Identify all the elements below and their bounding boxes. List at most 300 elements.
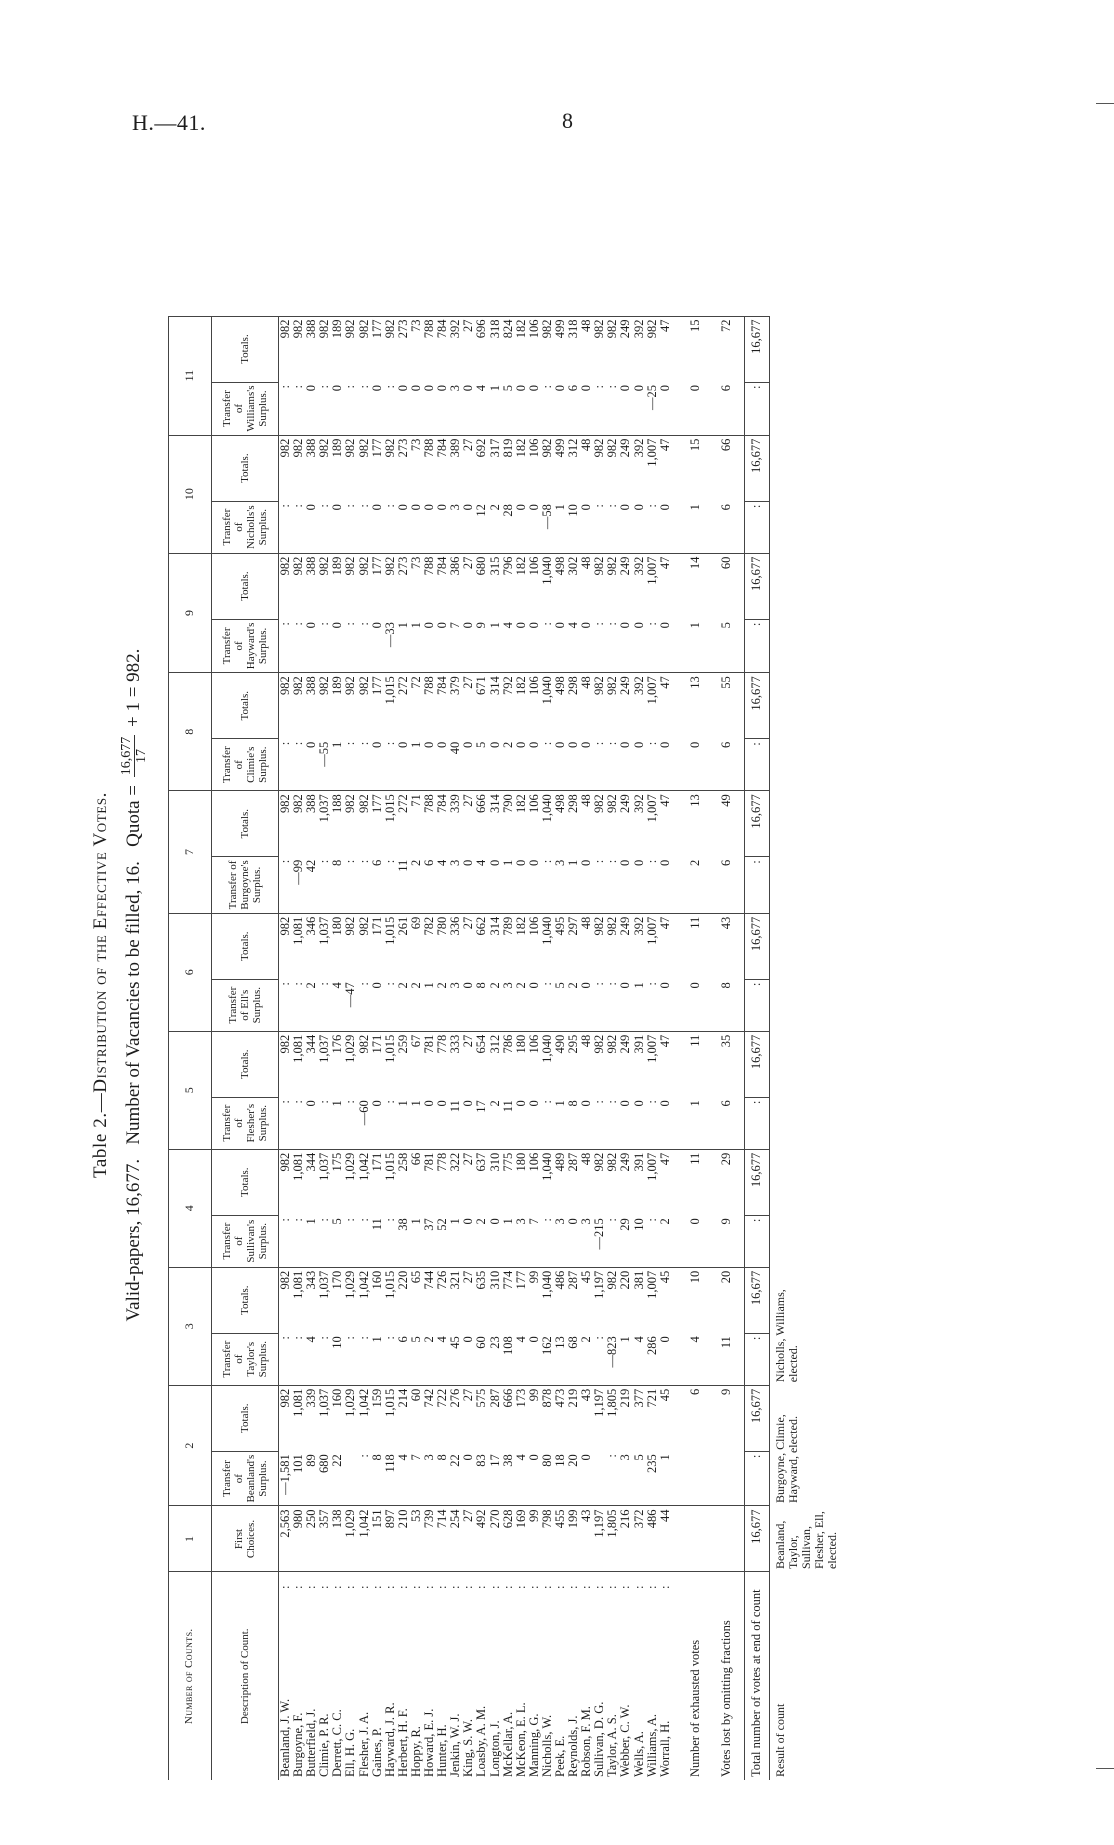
transfer-votes: 0 bbox=[435, 622, 450, 629]
leader-dots: : bbox=[318, 1572, 331, 1592]
transfer-votes: : bbox=[343, 1336, 358, 1340]
candidate-row bbox=[489, 316, 502, 1780]
votes-lost-total: 35 bbox=[710, 1031, 745, 1097]
total-votes: 249 bbox=[619, 435, 632, 501]
total-votes: 177 bbox=[371, 316, 384, 382]
candidate-name: Worrall, H. bbox=[657, 1720, 672, 1777]
transfer-votes: 1 bbox=[330, 1100, 345, 1107]
total-votes: 249 bbox=[619, 913, 632, 979]
candidate-row bbox=[384, 316, 397, 1780]
transfer-votes: 162 bbox=[539, 1336, 554, 1355]
transfer-votes: 0 bbox=[330, 504, 345, 511]
total-votes: 220 bbox=[619, 1267, 632, 1333]
votes-lost-total: 9 bbox=[710, 1385, 745, 1451]
transfer-votes: 37 bbox=[422, 1218, 437, 1231]
votes-lost-total: 20 bbox=[710, 1267, 745, 1333]
candidate-name: Peek, E. bbox=[552, 1735, 567, 1777]
transfer-votes: : bbox=[356, 622, 371, 626]
total-votes: 177 bbox=[371, 791, 384, 857]
transfer-votes: : bbox=[605, 859, 620, 864]
total-votes: 171 bbox=[371, 1149, 384, 1215]
total-votes: 27 bbox=[462, 791, 475, 857]
total-votes: 982 bbox=[384, 435, 397, 501]
transfer-votes: 0 bbox=[395, 385, 410, 392]
transfer-votes: 0 bbox=[657, 741, 672, 748]
transfer-votes: 1 bbox=[657, 1454, 672, 1461]
transfer-votes: 17 bbox=[487, 1454, 502, 1467]
total-end-of-count: 16,677 bbox=[744, 791, 769, 857]
transfer-votes: 0 bbox=[631, 385, 646, 392]
spacer bbox=[672, 1506, 682, 1572]
votes-lost-transfer: 11 bbox=[710, 1333, 745, 1385]
transfer-votes: 0 bbox=[657, 385, 672, 392]
total-votes: 182 bbox=[515, 435, 528, 501]
total-votes: 298 bbox=[567, 791, 580, 857]
total-votes: 27 bbox=[462, 1031, 475, 1097]
total-votes: 48 bbox=[580, 673, 593, 739]
total-votes: 177 bbox=[371, 435, 384, 501]
candidate-name: McKeon, E. L. bbox=[513, 1702, 528, 1777]
total-votes: 182 bbox=[515, 316, 528, 382]
total-votes: 982 bbox=[344, 913, 357, 979]
votes-lost-transfer: 6 bbox=[710, 501, 745, 553]
total-votes: 982 bbox=[279, 1149, 293, 1215]
total-votes: 982 bbox=[606, 1031, 619, 1097]
transfer-votes: : bbox=[539, 1218, 554, 1222]
transfer-votes: 2 bbox=[408, 982, 423, 989]
total-votes: 819 bbox=[502, 435, 515, 501]
total-votes: 982 bbox=[279, 1031, 293, 1097]
totals-header: Totals. bbox=[212, 791, 279, 857]
transfer-header: Transfer of Burgoyne's Surplus. bbox=[212, 857, 279, 913]
transfer-votes: 0 bbox=[618, 982, 633, 989]
total-votes: 392 bbox=[633, 553, 646, 619]
total-transfer: : bbox=[744, 739, 769, 791]
transfer-votes: 0 bbox=[395, 741, 410, 748]
spacer bbox=[672, 1572, 682, 1780]
rotated-table-sheet bbox=[90, 90, 970, 1780]
count-number: 7 bbox=[169, 791, 212, 913]
column-heading-row bbox=[212, 316, 279, 1780]
total-votes: 261 bbox=[397, 913, 410, 979]
transfer-votes: : bbox=[539, 859, 554, 864]
transfer-votes: 2 bbox=[395, 982, 410, 989]
total-votes: 249 bbox=[619, 1149, 632, 1215]
votes-table bbox=[168, 316, 839, 1780]
first-choice-votes: 372 bbox=[633, 1506, 646, 1572]
transfer-votes: 7 bbox=[526, 1218, 541, 1225]
leader-dots: : bbox=[606, 1572, 619, 1592]
transfer-votes: : bbox=[278, 1336, 292, 1340]
transfer-votes: : bbox=[291, 504, 306, 508]
transfer-votes: : bbox=[356, 982, 371, 986]
transfer-votes: : bbox=[644, 982, 659, 986]
transfer-votes: 6 bbox=[422, 859, 437, 866]
leader-dots: : bbox=[475, 1572, 488, 1592]
candidate-row bbox=[358, 316, 371, 1780]
candidate-row bbox=[633, 316, 646, 1780]
total-votes: 1,015 bbox=[384, 1031, 397, 1097]
total-end-of-count: 16,677 bbox=[744, 316, 769, 382]
total-votes: 796 bbox=[502, 553, 515, 619]
total-votes: 499 bbox=[554, 316, 567, 382]
transfer-votes: 0 bbox=[526, 1100, 541, 1107]
candidate-name: Gaines, P. bbox=[369, 1727, 384, 1777]
transfer-votes: 22 bbox=[330, 1454, 345, 1467]
candidate-row bbox=[528, 316, 541, 1780]
total-votes: 982 bbox=[593, 913, 606, 979]
total-votes: 1,197 bbox=[593, 1385, 606, 1451]
first-choice-votes: 44 bbox=[659, 1506, 672, 1572]
total-votes: 1,040 bbox=[541, 791, 554, 857]
transfer-votes: 0 bbox=[461, 1218, 476, 1225]
candidate-name: McKellar, A. bbox=[500, 1711, 515, 1777]
candidate-row bbox=[515, 316, 528, 1780]
transfer-votes: 3 bbox=[422, 1454, 437, 1461]
total-votes: 392 bbox=[633, 913, 646, 979]
transfer-votes: 83 bbox=[474, 1454, 489, 1467]
transfer-votes: : bbox=[317, 1218, 332, 1222]
transfer-votes: 0 bbox=[618, 385, 633, 392]
total-votes: 27 bbox=[462, 316, 475, 382]
total-votes: 310 bbox=[489, 1149, 502, 1215]
leader-dots: : bbox=[449, 1572, 462, 1592]
transfer-votes: : bbox=[291, 741, 306, 746]
transfer-votes: : bbox=[592, 504, 607, 508]
transfer-votes: 23 bbox=[487, 1336, 502, 1349]
candidate-name: Nicholls, W. bbox=[539, 1714, 554, 1777]
total-votes: 159 bbox=[371, 1385, 384, 1451]
transfer-votes: 29 bbox=[618, 1218, 633, 1231]
votes-lost-value bbox=[710, 1506, 745, 1572]
total-votes: 388 bbox=[305, 316, 318, 382]
transfer-votes: 0 bbox=[304, 622, 319, 629]
transfer-votes: 0 bbox=[435, 504, 450, 511]
transfer-votes: : bbox=[644, 741, 659, 746]
total-votes: 160 bbox=[371, 1267, 384, 1333]
transfer-votes: 0 bbox=[304, 385, 319, 392]
total-votes: 189 bbox=[331, 673, 344, 739]
count-number: 8 bbox=[169, 673, 212, 791]
total-votes: 982 bbox=[344, 316, 357, 382]
transfer-votes: 0 bbox=[657, 1336, 672, 1343]
total-votes: 1,007 bbox=[646, 1267, 659, 1333]
transfer-votes: —99 bbox=[291, 859, 306, 885]
transfer-votes: : bbox=[592, 622, 607, 626]
total-votes: 392 bbox=[449, 316, 462, 382]
transfer-votes: 0 bbox=[631, 504, 646, 511]
total-votes: 182 bbox=[515, 553, 528, 619]
first-choice-votes: 210 bbox=[397, 1506, 410, 1572]
transfer-votes: : bbox=[278, 385, 292, 389]
transfer-votes bbox=[344, 1451, 357, 1506]
transfer-votes: 60 bbox=[474, 1336, 489, 1349]
total-votes: 176 bbox=[331, 1031, 344, 1097]
total-votes: 69 bbox=[410, 913, 423, 979]
first-choice-votes: 43 bbox=[580, 1506, 593, 1572]
total-votes: 784 bbox=[436, 791, 449, 857]
transfer-votes: : bbox=[317, 982, 332, 986]
total-votes: 982 bbox=[344, 435, 357, 501]
exhausted-transfer: 0 bbox=[688, 982, 703, 989]
total-votes: 386 bbox=[449, 553, 462, 619]
total-votes: 27 bbox=[462, 553, 475, 619]
transfer-votes: : bbox=[382, 1100, 397, 1104]
total-votes: 189 bbox=[331, 435, 344, 501]
totals-header: Totals. bbox=[212, 1267, 279, 1333]
transfer-votes: 11 bbox=[448, 1100, 463, 1113]
spacer bbox=[672, 435, 682, 501]
transfer-votes: 3 bbox=[552, 859, 567, 866]
total-votes: 742 bbox=[423, 1385, 436, 1451]
votes-lost-transfer: 9 bbox=[710, 1215, 745, 1267]
transfer-votes: 1 bbox=[408, 741, 423, 748]
exhausted-total: 15 bbox=[682, 435, 710, 501]
first-choice-votes: 628 bbox=[502, 1506, 515, 1572]
total-votes: 982 bbox=[279, 316, 293, 382]
transfer-votes: 6 bbox=[566, 385, 581, 392]
transfer-votes: : bbox=[605, 1100, 620, 1104]
total-votes: 344 bbox=[305, 1031, 318, 1097]
total-votes: 65 bbox=[410, 1267, 423, 1333]
total-votes: 106 bbox=[528, 913, 541, 979]
total-votes: 272 bbox=[397, 791, 410, 857]
transfer-votes: : bbox=[291, 982, 306, 986]
transfer-votes: 0 bbox=[513, 859, 528, 866]
exhausted-transfer bbox=[682, 1451, 710, 1506]
total-votes: 1,805 bbox=[606, 1385, 619, 1451]
transfer-votes: 2 bbox=[408, 859, 423, 866]
spacer bbox=[672, 739, 682, 791]
total-votes: 662 bbox=[475, 913, 488, 979]
total-votes: 106 bbox=[528, 673, 541, 739]
total-votes: 47 bbox=[659, 913, 672, 979]
candidate-name: Hayward, J. R. bbox=[382, 1702, 397, 1777]
first-choice-votes: 739 bbox=[423, 1506, 436, 1572]
total-votes: 106 bbox=[528, 791, 541, 857]
transfer-votes: 0 bbox=[657, 622, 672, 629]
transfer-votes: : bbox=[278, 622, 292, 626]
transfer-votes: 17 bbox=[474, 1100, 489, 1113]
total-votes: 786 bbox=[502, 1031, 515, 1097]
total-votes: 781 bbox=[423, 1031, 436, 1097]
candidate-name: Robson, F. M. bbox=[579, 1706, 594, 1777]
first-choices-header: First Choices. bbox=[212, 1506, 279, 1572]
total-votes: 982 bbox=[344, 553, 357, 619]
total-votes: 73 bbox=[410, 316, 423, 382]
total-votes: 47 bbox=[659, 553, 672, 619]
first-choice-votes: 455 bbox=[554, 1506, 567, 1572]
transfer-votes: 0 bbox=[631, 859, 646, 866]
transfer-votes: 1 bbox=[631, 982, 646, 989]
transfer-votes: 2 bbox=[487, 504, 502, 511]
transfer-votes: 1 bbox=[408, 1100, 423, 1107]
transfer-votes: : bbox=[605, 982, 620, 986]
transfer-votes: 7 bbox=[408, 1454, 423, 1461]
transfer-votes: 3 bbox=[552, 1218, 567, 1225]
transfer-votes: 4 bbox=[566, 622, 581, 629]
transfer-votes: 0 bbox=[657, 859, 672, 866]
transfer-votes: 0 bbox=[369, 504, 384, 511]
votes-lost-label: Votes lost by omitting fractions bbox=[710, 1572, 745, 1780]
total-votes: 249 bbox=[619, 673, 632, 739]
total-votes: 189 bbox=[331, 316, 344, 382]
spacer bbox=[672, 673, 682, 739]
candidate-row bbox=[475, 316, 488, 1780]
transfer-header: Transfer of Climie's Surplus. bbox=[212, 739, 279, 791]
total-votes: 391 bbox=[633, 1149, 646, 1215]
total-votes: 343 bbox=[305, 1267, 318, 1333]
transfer-votes: 0 bbox=[579, 982, 594, 989]
vacancies: Number of Vacancies to be filled, 16. bbox=[122, 861, 144, 1145]
transfer-votes: 2 bbox=[422, 1336, 437, 1343]
total-transfer: : bbox=[744, 1451, 769, 1506]
total-votes: 782 bbox=[423, 913, 436, 979]
leader-dots: : bbox=[436, 1572, 449, 1592]
total-votes: 344 bbox=[305, 1149, 318, 1215]
transfer-votes: 4 bbox=[500, 622, 515, 629]
total-votes: 982 bbox=[292, 435, 305, 501]
total-votes: 1,029 bbox=[344, 1149, 357, 1215]
total-votes: 575 bbox=[475, 1385, 488, 1451]
transfer-votes: : bbox=[644, 1100, 659, 1104]
first-choice-votes: 1,042 bbox=[358, 1506, 371, 1572]
total-votes: 171 bbox=[371, 1031, 384, 1097]
count-header-label: Number of Counts. bbox=[169, 1572, 212, 1780]
transfer-votes: : bbox=[382, 1336, 397, 1340]
transfer-votes: : bbox=[343, 385, 358, 389]
leader-dots: : bbox=[423, 1572, 436, 1592]
transfer-votes: 0 bbox=[618, 741, 633, 748]
total-votes: 180 bbox=[331, 913, 344, 979]
total-votes: 982 bbox=[279, 1385, 293, 1451]
total-votes: 637 bbox=[475, 1149, 488, 1215]
transfer-votes: 10 bbox=[631, 1218, 646, 1231]
transfer-votes: 0 bbox=[579, 1100, 594, 1107]
votes-lost-transfer: 8 bbox=[710, 979, 745, 1031]
transfer-votes: 0 bbox=[552, 385, 567, 392]
total-votes: 346 bbox=[305, 913, 318, 979]
total-transfer: : bbox=[744, 501, 769, 553]
transfer-votes: : bbox=[592, 1336, 607, 1340]
total-votes: 1,037 bbox=[318, 1385, 331, 1451]
transfer-votes: 11 bbox=[369, 1218, 384, 1231]
transfer-votes: 1 bbox=[500, 859, 515, 866]
transfer-votes: 0 bbox=[304, 741, 319, 748]
first-choice-votes: 2,563 bbox=[279, 1506, 293, 1572]
spacer bbox=[672, 1031, 682, 1097]
elected-group: Burgoyne, Climie, Hayward, elected. bbox=[772, 1414, 800, 1503]
transfer-votes: 3 bbox=[579, 1218, 594, 1225]
transfer-votes: 8 bbox=[566, 1100, 581, 1107]
document-reference: H.—41. bbox=[132, 110, 206, 135]
transfer-votes: 0 bbox=[461, 504, 476, 511]
transfer-header: Transfer of Sullivan's Surplus. bbox=[212, 1215, 279, 1267]
leader-dots: : bbox=[567, 1572, 580, 1592]
first-choice-votes: 714 bbox=[436, 1506, 449, 1572]
total-votes: 48 bbox=[580, 913, 593, 979]
total-votes: 302 bbox=[567, 553, 580, 619]
quota-result: + 1 = 982. bbox=[122, 648, 144, 727]
total-votes: 273 bbox=[397, 553, 410, 619]
total-votes: 788 bbox=[423, 791, 436, 857]
transfer-votes: : bbox=[539, 385, 554, 389]
total-votes: 182 bbox=[515, 791, 528, 857]
first-choice-votes: 1,029 bbox=[344, 1506, 357, 1572]
total-votes: 982 bbox=[606, 913, 619, 979]
quota-label: Quota = bbox=[122, 785, 144, 847]
transfer-votes: : bbox=[605, 622, 620, 626]
transfer-votes: 68 bbox=[566, 1336, 581, 1349]
total-votes: 982 bbox=[606, 1149, 619, 1215]
transfer-votes: 5 bbox=[631, 1454, 646, 1461]
total-votes: 781 bbox=[423, 1149, 436, 1215]
total-votes: 72 bbox=[410, 673, 423, 739]
transfer-votes: 0 bbox=[461, 741, 476, 748]
transfer-votes: : bbox=[278, 859, 292, 864]
transfer-votes: 1 bbox=[304, 1218, 319, 1225]
exhausted-transfer: 0 bbox=[688, 741, 703, 748]
total-votes: 982 bbox=[646, 316, 659, 382]
total-votes: 48 bbox=[580, 791, 593, 857]
total-votes: 790 bbox=[502, 791, 515, 857]
transfer-votes: 2 bbox=[500, 741, 515, 748]
total-votes: 982 bbox=[358, 913, 371, 979]
transfer-votes bbox=[593, 1451, 606, 1506]
transfer-votes: 0 bbox=[408, 385, 423, 392]
votes-lost-transfer: 6 bbox=[710, 1097, 745, 1149]
transfer-votes: 4 bbox=[474, 385, 489, 392]
total-votes: 982 bbox=[292, 316, 305, 382]
total-votes: 47 bbox=[659, 435, 672, 501]
transfer-votes: 0 bbox=[579, 741, 594, 748]
first-choice-votes: 270 bbox=[489, 1506, 502, 1572]
total-votes: 982 bbox=[318, 435, 331, 501]
total-votes: 47 bbox=[659, 673, 672, 739]
total-votes: 287 bbox=[567, 1267, 580, 1333]
total-votes: 726 bbox=[436, 1267, 449, 1333]
exhausted-transfer: 0 bbox=[688, 1218, 703, 1225]
transfer-votes: 4 bbox=[435, 1336, 450, 1343]
candidate-name: Loasby, A. M. bbox=[474, 1705, 489, 1777]
candidate-name: Hunter, H. bbox=[435, 1724, 450, 1777]
total-votes: 48 bbox=[580, 1149, 593, 1215]
transfer-votes: 0 bbox=[369, 1100, 384, 1107]
votes-lost-total: 72 bbox=[710, 316, 745, 382]
transfer-votes: 1 bbox=[566, 859, 581, 866]
total-votes: 1,007 bbox=[646, 1149, 659, 1215]
total-votes: 982 bbox=[279, 913, 293, 979]
transfer-votes: 1 bbox=[500, 1218, 515, 1225]
total-end-of-count: 16,677 bbox=[744, 1031, 769, 1097]
transfer-votes: 45 bbox=[448, 1336, 463, 1349]
total-votes: 66 bbox=[410, 1149, 423, 1215]
transfer-votes: : bbox=[356, 385, 371, 389]
transfer-votes: 1 bbox=[552, 1100, 567, 1107]
total-votes: 788 bbox=[423, 673, 436, 739]
transfer-votes: : bbox=[382, 859, 397, 864]
total-votes: 1,040 bbox=[541, 553, 554, 619]
total-votes: 1,007 bbox=[646, 553, 659, 619]
transfer-votes: : bbox=[291, 1218, 306, 1222]
total-votes: 392 bbox=[633, 791, 646, 857]
total-votes-label: Total number of votes at end of count bbox=[744, 1572, 769, 1780]
exhausted-total: 15 bbox=[682, 316, 710, 382]
total-votes: 1,007 bbox=[646, 913, 659, 979]
leader-dots: : bbox=[331, 1572, 344, 1592]
leader-dots: : bbox=[659, 1572, 672, 1592]
transfer-votes: : bbox=[644, 1218, 659, 1222]
